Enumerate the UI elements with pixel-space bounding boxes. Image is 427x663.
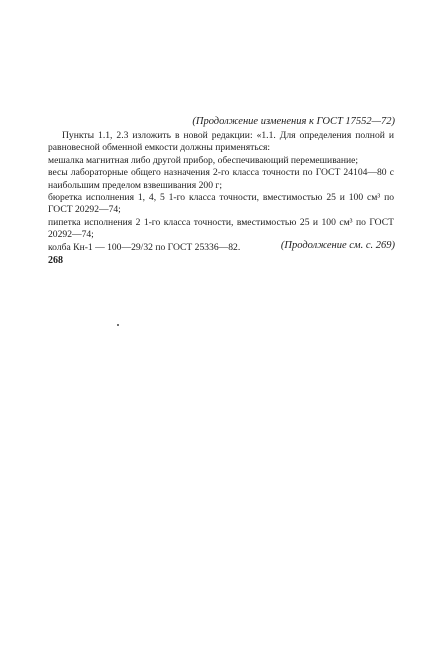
body-text: [48, 130, 394, 254]
continuation-header: (Продолжение изменения к ГОСТ 17552—72): [192, 116, 395, 127]
paragraph-stirrer: мешалка магнитная либо другой прибор, обеспечивающий перемешивание;: [48, 154, 359, 166]
paragraph-scales: весы лабораторные общего назначения 2-го класса точности по ГОСТ 24104—80 с наибольшим пределом взвешивания 200 г;: [48, 167, 394, 191]
paragraph-pipette: пипетка исполнения 2 1-го класса точности, вместимостью 25 и 100 см³ по ГОСТ 20292—74;: [48, 216, 394, 241]
scan-speck: [117, 324, 119, 326]
page-number: 268: [48, 255, 63, 266]
paragraph-intro: Пункты 1.1, 2.3 изложить в новой редакции: «1.1. Для определения полной и равновесной обменной емкости должны применяться:: [48, 130, 394, 154]
paragraph-flask: колба Кн-1 — 100—29/32 по ГОСТ 25336—82.: [48, 241, 241, 253]
paragraph-burette: бюретка исполнения 1, 4, 5 1-го класса точности, вместимостью 25 и 100 см³ по ГОСТ 20292—74;: [48, 192, 394, 216]
continuation-footer: (Продолжение см. с. 269): [280, 240, 395, 251]
